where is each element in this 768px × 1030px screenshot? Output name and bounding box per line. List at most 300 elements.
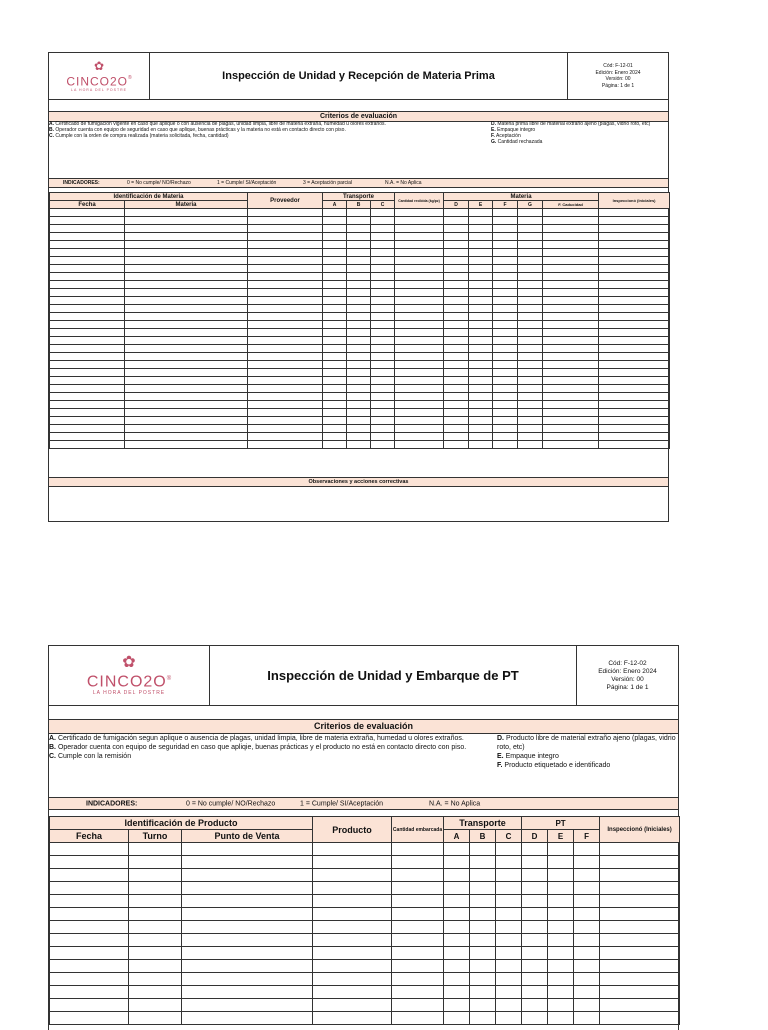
table-cell[interactable] <box>543 273 599 281</box>
table-cell[interactable] <box>518 393 543 401</box>
table-cell[interactable] <box>129 973 182 986</box>
table-cell[interactable] <box>371 249 395 257</box>
table-cell[interactable] <box>496 908 522 921</box>
table-cell[interactable] <box>470 934 496 947</box>
table-cell[interactable] <box>599 217 670 225</box>
table-cell[interactable] <box>323 441 347 449</box>
table-cell[interactable] <box>493 289 518 297</box>
table-cell[interactable] <box>125 233 248 241</box>
table-cell[interactable] <box>543 257 599 265</box>
table-cell[interactable] <box>543 249 599 257</box>
table-cell[interactable] <box>493 401 518 409</box>
table-cell[interactable] <box>323 369 347 377</box>
table-cell[interactable] <box>548 960 574 973</box>
table-cell[interactable] <box>493 353 518 361</box>
table-cell[interactable] <box>444 209 469 217</box>
table-cell[interactable] <box>522 999 548 1012</box>
table-cell[interactable] <box>50 241 125 249</box>
table-cell[interactable] <box>182 843 313 856</box>
table-cell[interactable] <box>125 321 248 329</box>
table-cell[interactable] <box>347 209 371 217</box>
table-cell[interactable] <box>444 305 469 313</box>
table-cell[interactable] <box>493 257 518 265</box>
table-cell[interactable] <box>518 369 543 377</box>
table-cell[interactable] <box>395 361 444 369</box>
table-cell[interactable] <box>444 329 469 337</box>
table-cell[interactable] <box>522 921 548 934</box>
table-cell[interactable] <box>574 921 600 934</box>
table-cell[interactable] <box>129 895 182 908</box>
table-cell[interactable] <box>125 273 248 281</box>
table-cell[interactable] <box>323 257 347 265</box>
table-cell[interactable] <box>469 321 493 329</box>
table-cell[interactable] <box>392 960 444 973</box>
table-cell[interactable] <box>518 353 543 361</box>
table-cell[interactable] <box>392 986 444 999</box>
table-cell[interactable] <box>444 265 469 273</box>
table-cell[interactable] <box>392 1012 444 1025</box>
table-cell[interactable] <box>125 409 248 417</box>
table-cell[interactable] <box>50 321 125 329</box>
table-cell[interactable] <box>543 289 599 297</box>
table-cell[interactable] <box>395 329 444 337</box>
table-cell[interactable] <box>444 353 469 361</box>
table-cell[interactable] <box>347 345 371 353</box>
table-cell[interactable] <box>444 225 469 233</box>
table-cell[interactable] <box>125 265 248 273</box>
table-cell[interactable] <box>599 393 670 401</box>
table-cell[interactable] <box>182 856 313 869</box>
table-cell[interactable] <box>129 934 182 947</box>
table-cell[interactable] <box>548 973 574 986</box>
table-cell[interactable] <box>493 377 518 385</box>
table-cell[interactable] <box>371 337 395 345</box>
table-cell[interactable] <box>371 313 395 321</box>
table-cell[interactable] <box>371 409 395 417</box>
table-cell[interactable] <box>493 241 518 249</box>
table-cell[interactable] <box>50 999 129 1012</box>
table-cell[interactable] <box>444 999 470 1012</box>
table-cell[interactable] <box>543 217 599 225</box>
table-cell[interactable] <box>323 225 347 233</box>
table-cell[interactable] <box>444 960 470 973</box>
table-cell[interactable] <box>50 417 125 425</box>
table-cell[interactable] <box>543 233 599 241</box>
table-cell[interactable] <box>469 313 493 321</box>
table-cell[interactable] <box>522 960 548 973</box>
table-cell[interactable] <box>371 273 395 281</box>
table-cell[interactable] <box>599 409 670 417</box>
table-cell[interactable] <box>248 313 323 321</box>
table-cell[interactable] <box>248 425 323 433</box>
table-cell[interactable] <box>574 973 600 986</box>
table-cell[interactable] <box>371 297 395 305</box>
table-cell[interactable] <box>248 289 323 297</box>
table-cell[interactable] <box>493 265 518 273</box>
table-cell[interactable] <box>248 417 323 425</box>
table-cell[interactable] <box>599 265 670 273</box>
table-cell[interactable] <box>313 973 392 986</box>
table-cell[interactable] <box>50 385 125 393</box>
table-cell[interactable] <box>371 353 395 361</box>
table-cell[interactable] <box>470 973 496 986</box>
table-cell[interactable] <box>518 241 543 249</box>
table-cell[interactable] <box>395 345 444 353</box>
table-cell[interactable] <box>493 369 518 377</box>
table-cell[interactable] <box>518 441 543 449</box>
table-cell[interactable] <box>493 233 518 241</box>
table-cell[interactable] <box>371 417 395 425</box>
table-cell[interactable] <box>395 353 444 361</box>
table-cell[interactable] <box>347 393 371 401</box>
table-cell[interactable] <box>313 843 392 856</box>
table-cell[interactable] <box>313 960 392 973</box>
table-cell[interactable] <box>248 209 323 217</box>
table-cell[interactable] <box>599 297 670 305</box>
table-cell[interactable] <box>395 249 444 257</box>
table-cell[interactable] <box>469 409 493 417</box>
table-cell[interactable] <box>548 986 574 999</box>
table-cell[interactable] <box>395 409 444 417</box>
table-cell[interactable] <box>371 425 395 433</box>
table-cell[interactable] <box>518 289 543 297</box>
table-cell[interactable] <box>347 441 371 449</box>
table-cell[interactable] <box>125 377 248 385</box>
table-cell[interactable] <box>574 843 600 856</box>
table-cell[interactable] <box>323 353 347 361</box>
table-cell[interactable] <box>574 869 600 882</box>
table-cell[interactable] <box>50 947 129 960</box>
table-cell[interactable] <box>323 209 347 217</box>
table-cell[interactable] <box>470 895 496 908</box>
table-cell[interactable] <box>248 353 323 361</box>
table-cell[interactable] <box>493 321 518 329</box>
table-cell[interactable] <box>182 1012 313 1025</box>
table-cell[interactable] <box>522 895 548 908</box>
table-cell[interactable] <box>444 895 470 908</box>
table-cell[interactable] <box>518 233 543 241</box>
table-cell[interactable] <box>496 947 522 960</box>
table-cell[interactable] <box>395 257 444 265</box>
table-cell[interactable] <box>50 313 125 321</box>
table-cell[interactable] <box>347 321 371 329</box>
table-cell[interactable] <box>129 1012 182 1025</box>
table-cell[interactable] <box>600 947 680 960</box>
table-cell[interactable] <box>543 313 599 321</box>
table-cell[interactable] <box>496 934 522 947</box>
table-cell[interactable] <box>125 425 248 433</box>
table-cell[interactable] <box>522 908 548 921</box>
table-cell[interactable] <box>371 321 395 329</box>
table-cell[interactable] <box>182 934 313 947</box>
table-cell[interactable] <box>313 1012 392 1025</box>
table-cell[interactable] <box>444 377 469 385</box>
table-cell[interactable] <box>470 882 496 895</box>
table-cell[interactable] <box>599 369 670 377</box>
table-cell[interactable] <box>248 441 323 449</box>
table-cell[interactable] <box>599 425 670 433</box>
table-cell[interactable] <box>323 385 347 393</box>
table-cell[interactable] <box>50 409 125 417</box>
table-cell[interactable] <box>248 321 323 329</box>
table-cell[interactable] <box>248 273 323 281</box>
table-cell[interactable] <box>444 217 469 225</box>
table-cell[interactable] <box>395 273 444 281</box>
table-cell[interactable] <box>543 441 599 449</box>
table-cell[interactable] <box>493 249 518 257</box>
table-cell[interactable] <box>469 393 493 401</box>
table-cell[interactable] <box>496 869 522 882</box>
table-cell[interactable] <box>313 856 392 869</box>
table-cell[interactable] <box>347 313 371 321</box>
table-cell[interactable] <box>347 281 371 289</box>
table-cell[interactable] <box>444 241 469 249</box>
table-cell[interactable] <box>522 1012 548 1025</box>
table-cell[interactable] <box>395 281 444 289</box>
table-cell[interactable] <box>313 908 392 921</box>
table-cell[interactable] <box>599 225 670 233</box>
table-cell[interactable] <box>444 369 469 377</box>
table-cell[interactable] <box>543 393 599 401</box>
table-cell[interactable] <box>125 433 248 441</box>
table-cell[interactable] <box>548 934 574 947</box>
table-cell[interactable] <box>600 856 680 869</box>
table-cell[interactable] <box>125 393 248 401</box>
table-cell[interactable] <box>600 908 680 921</box>
table-cell[interactable] <box>599 321 670 329</box>
table-cell[interactable] <box>248 377 323 385</box>
table-cell[interactable] <box>371 257 395 265</box>
table-cell[interactable] <box>444 1012 470 1025</box>
table-cell[interactable] <box>496 999 522 1012</box>
table-cell[interactable] <box>347 433 371 441</box>
table-cell[interactable] <box>543 353 599 361</box>
table-cell[interactable] <box>347 385 371 393</box>
table-cell[interactable] <box>599 329 670 337</box>
table-cell[interactable] <box>125 369 248 377</box>
table-cell[interactable] <box>469 305 493 313</box>
table-cell[interactable] <box>392 921 444 934</box>
table-cell[interactable] <box>248 345 323 353</box>
table-cell[interactable] <box>371 369 395 377</box>
table-cell[interactable] <box>522 947 548 960</box>
table-cell[interactable] <box>248 257 323 265</box>
table-cell[interactable] <box>248 369 323 377</box>
table-cell[interactable] <box>496 895 522 908</box>
table-cell[interactable] <box>522 869 548 882</box>
table-cell[interactable] <box>323 289 347 297</box>
table-cell[interactable] <box>248 393 323 401</box>
table-cell[interactable] <box>444 441 469 449</box>
table-cell[interactable] <box>392 843 444 856</box>
table-cell[interactable] <box>469 369 493 377</box>
table-cell[interactable] <box>50 225 125 233</box>
table-cell[interactable] <box>469 329 493 337</box>
table-cell[interactable] <box>543 225 599 233</box>
table-cell[interactable] <box>522 973 548 986</box>
table-cell[interactable] <box>444 843 470 856</box>
table-cell[interactable] <box>395 433 444 441</box>
table-cell[interactable] <box>522 882 548 895</box>
table-cell[interactable] <box>493 361 518 369</box>
table-cell[interactable] <box>182 921 313 934</box>
table-cell[interactable] <box>125 297 248 305</box>
table-cell[interactable] <box>347 305 371 313</box>
table-cell[interactable] <box>470 856 496 869</box>
table-cell[interactable] <box>129 960 182 973</box>
table-cell[interactable] <box>50 401 125 409</box>
table-cell[interactable] <box>548 856 574 869</box>
table-cell[interactable] <box>395 225 444 233</box>
table-cell[interactable] <box>518 249 543 257</box>
table-cell[interactable] <box>543 369 599 377</box>
table-cell[interactable] <box>574 908 600 921</box>
table-cell[interactable] <box>129 999 182 1012</box>
table-cell[interactable] <box>395 377 444 385</box>
table-cell[interactable] <box>599 281 670 289</box>
table-cell[interactable] <box>347 289 371 297</box>
table-cell[interactable] <box>50 433 125 441</box>
table-cell[interactable] <box>469 345 493 353</box>
table-cell[interactable] <box>548 947 574 960</box>
table-cell[interactable] <box>347 369 371 377</box>
table-cell[interactable] <box>518 409 543 417</box>
table-cell[interactable] <box>395 417 444 425</box>
table-cell[interactable] <box>493 417 518 425</box>
table-cell[interactable] <box>371 265 395 273</box>
table-cell[interactable] <box>323 249 347 257</box>
table-cell[interactable] <box>444 986 470 999</box>
table-cell[interactable] <box>371 209 395 217</box>
table-cell[interactable] <box>50 1012 129 1025</box>
table-cell[interactable] <box>599 377 670 385</box>
table-cell[interactable] <box>469 241 493 249</box>
table-cell[interactable] <box>395 297 444 305</box>
table-cell[interactable] <box>50 377 125 385</box>
table-cell[interactable] <box>493 297 518 305</box>
table-cell[interactable] <box>470 921 496 934</box>
table-cell[interactable] <box>493 425 518 433</box>
table-cell[interactable] <box>50 353 125 361</box>
table-cell[interactable] <box>129 908 182 921</box>
table-cell[interactable] <box>444 882 470 895</box>
table-cell[interactable] <box>248 329 323 337</box>
table-cell[interactable] <box>493 281 518 289</box>
table-cell[interactable] <box>574 947 600 960</box>
table-cell[interactable] <box>599 353 670 361</box>
table-cell[interactable] <box>518 401 543 409</box>
table-cell[interactable] <box>182 869 313 882</box>
table-cell[interactable] <box>129 986 182 999</box>
table-cell[interactable] <box>469 433 493 441</box>
table-cell[interactable] <box>50 960 129 973</box>
table-cell[interactable] <box>313 934 392 947</box>
table-cell[interactable] <box>518 225 543 233</box>
table-cell[interactable] <box>469 273 493 281</box>
table-cell[interactable] <box>543 361 599 369</box>
table-cell[interactable] <box>395 217 444 225</box>
table-cell[interactable] <box>518 329 543 337</box>
table-cell[interactable] <box>599 273 670 281</box>
table-cell[interactable] <box>323 409 347 417</box>
table-cell[interactable] <box>469 209 493 217</box>
table-cell[interactable] <box>543 281 599 289</box>
table-cell[interactable] <box>444 921 470 934</box>
table-cell[interactable] <box>248 281 323 289</box>
table-cell[interactable] <box>50 986 129 999</box>
table-cell[interactable] <box>548 921 574 934</box>
table-cell[interactable] <box>248 233 323 241</box>
table-cell[interactable] <box>469 377 493 385</box>
table-cell[interactable] <box>125 353 248 361</box>
table-cell[interactable] <box>493 209 518 217</box>
table-cell[interactable] <box>444 257 469 265</box>
table-cell[interactable] <box>599 361 670 369</box>
table-cell[interactable] <box>392 856 444 869</box>
table-cell[interactable] <box>248 265 323 273</box>
table-cell[interactable] <box>469 225 493 233</box>
table-cell[interactable] <box>599 417 670 425</box>
table-cell[interactable] <box>518 345 543 353</box>
table-cell[interactable] <box>323 393 347 401</box>
table-cell[interactable] <box>313 947 392 960</box>
table-cell[interactable] <box>469 441 493 449</box>
table-cell[interactable] <box>469 417 493 425</box>
table-cell[interactable] <box>50 249 125 257</box>
table-cell[interactable] <box>444 973 470 986</box>
table-cell[interactable] <box>518 337 543 345</box>
table-cell[interactable] <box>444 869 470 882</box>
table-cell[interactable] <box>392 947 444 960</box>
table-cell[interactable] <box>50 895 129 908</box>
table-cell[interactable] <box>496 986 522 999</box>
table-cell[interactable] <box>50 425 125 433</box>
table-cell[interactable] <box>392 882 444 895</box>
table-cell[interactable] <box>50 856 129 869</box>
table-cell[interactable] <box>248 305 323 313</box>
table-cell[interactable] <box>444 249 469 257</box>
table-cell[interactable] <box>543 337 599 345</box>
table-cell[interactable] <box>125 361 248 369</box>
table-cell[interactable] <box>395 241 444 249</box>
table-cell[interactable] <box>493 329 518 337</box>
table-cell[interactable] <box>444 934 470 947</box>
table-cell[interactable] <box>522 843 548 856</box>
table-cell[interactable] <box>543 265 599 273</box>
table-cell[interactable] <box>600 986 680 999</box>
table-cell[interactable] <box>469 385 493 393</box>
table-cell[interactable] <box>548 1012 574 1025</box>
table-cell[interactable] <box>444 361 469 369</box>
table-cell[interactable] <box>182 908 313 921</box>
table-cell[interactable] <box>392 973 444 986</box>
table-cell[interactable] <box>496 921 522 934</box>
table-cell[interactable] <box>600 882 680 895</box>
table-cell[interactable] <box>50 869 129 882</box>
table-cell[interactable] <box>469 233 493 241</box>
table-cell[interactable] <box>347 329 371 337</box>
table-cell[interactable] <box>395 441 444 449</box>
table-cell[interactable] <box>347 401 371 409</box>
table-cell[interactable] <box>599 385 670 393</box>
table-cell[interactable] <box>50 369 125 377</box>
table-cell[interactable] <box>125 417 248 425</box>
table-cell[interactable] <box>543 241 599 249</box>
table-cell[interactable] <box>371 281 395 289</box>
table-cell[interactable] <box>347 425 371 433</box>
table-cell[interactable] <box>248 361 323 369</box>
table-cell[interactable] <box>313 921 392 934</box>
